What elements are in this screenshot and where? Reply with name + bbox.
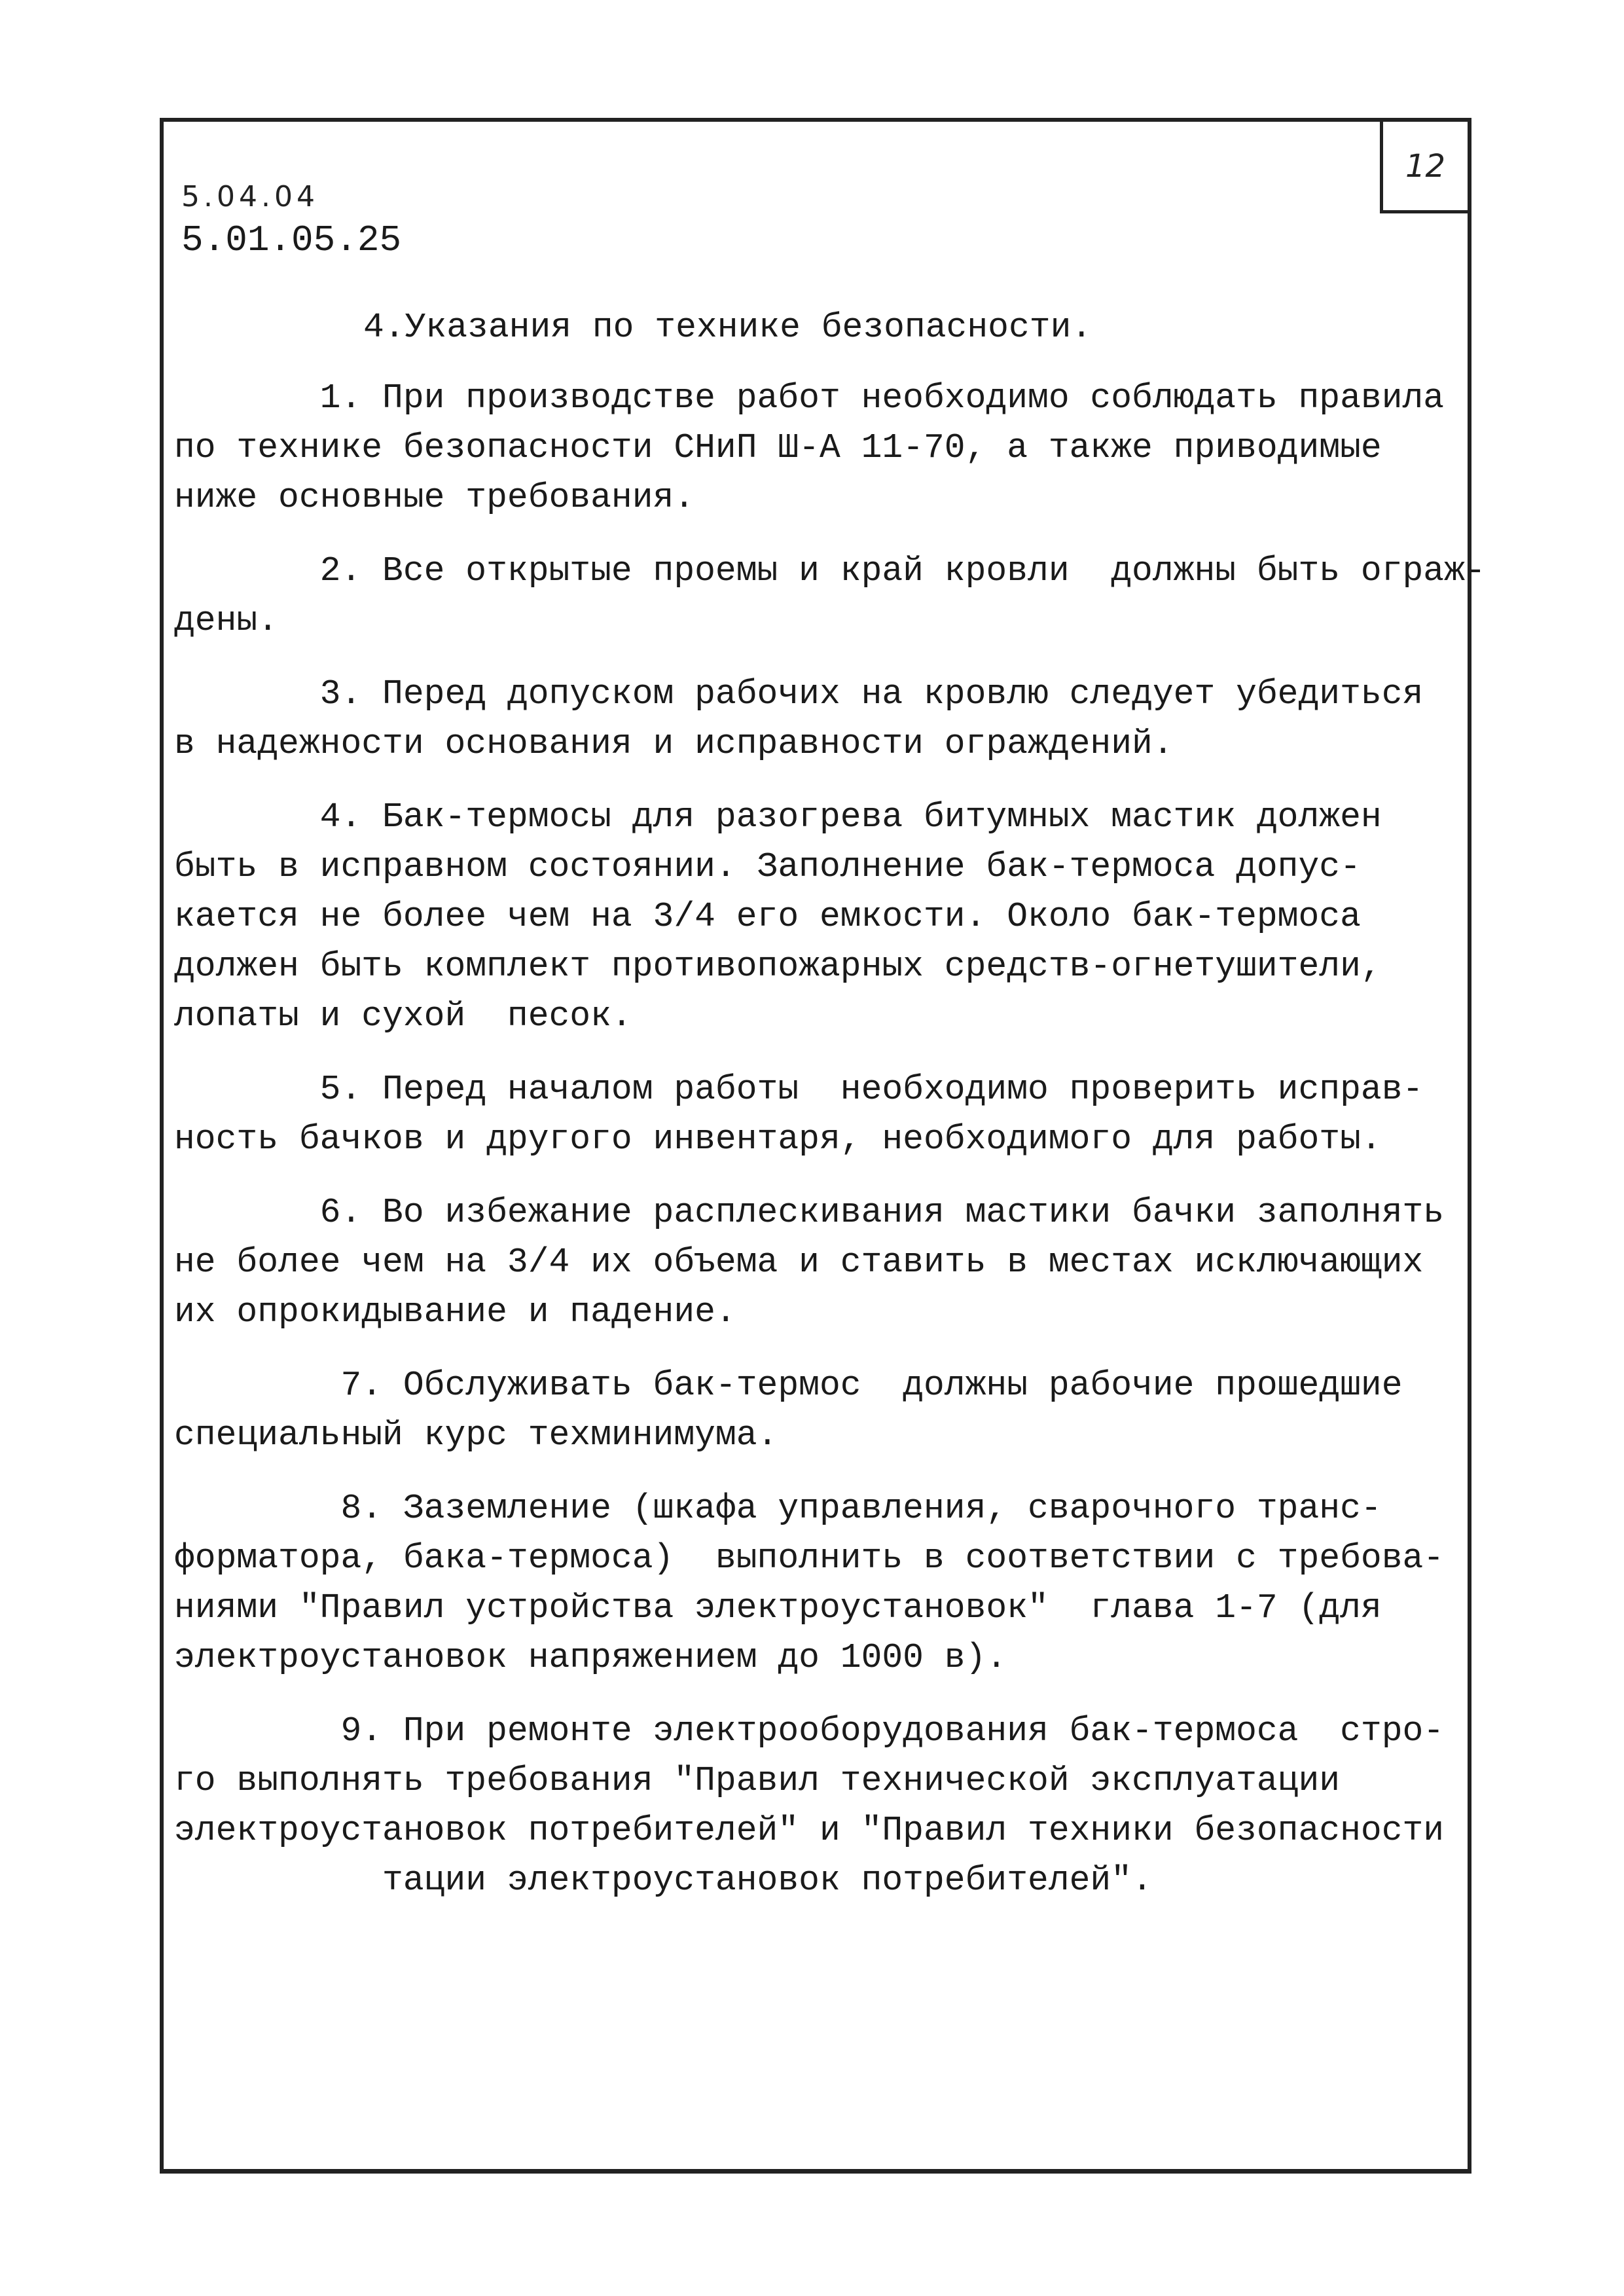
paragraph-line: 7. Обслуживать бак-термос должны рабочие прошедшие	[174, 1366, 1403, 1405]
paragraph-3	[174, 669, 1457, 769]
paragraph-line: 6. Во избежание расплескивания мастики бачки заполнять	[174, 1193, 1445, 1232]
paragraph-line: 3. Перед допуском рабочих на кровлю следует убедиться	[174, 674, 1424, 714]
paragraph-line: быть в исправном состоянии. Заполнение бак-термоса допус-	[174, 847, 1361, 886]
paragraph-4	[174, 792, 1457, 1041]
paragraph-line: форматора, бака-термоса) выполнить в соответствии с требова-	[174, 1539, 1445, 1578]
paragraph-line: 1. При производстве работ необходимо соблюдать правила	[174, 378, 1445, 418]
paragraph-line: электроустановок потребителей" и "Правил техники безопасности	[174, 1811, 1445, 1850]
paragraph-line: 4. Бак-термосы для разогрева битумных мастик должен	[174, 797, 1382, 837]
paragraph-line: должен быть комплект противопожарных средств-огнетушители,	[174, 947, 1382, 986]
paragraph-line: в надежности основания и исправности ограждений.	[174, 724, 1174, 763]
paragraph-line: ниже основные требования.	[174, 478, 695, 517]
paragraph-line: электроустановок напряжением до 1000 в).	[174, 1638, 1007, 1677]
paragraph-line: го выполнять требования "Правил технической эксплуатации	[174, 1761, 1341, 1800]
paragraph-line: лопаты и сухой песок.	[174, 996, 632, 1036]
paragraph-line: 2. Все открытые проемы и край кровли должны быть ограж-	[174, 551, 1486, 591]
body-text	[174, 373, 1486, 1929]
document-code-typed: 5.01.05.25	[181, 219, 402, 261]
paragraph-line: ниями "Правил устройства электроустановок" глава 1-7 (для	[174, 1588, 1382, 1628]
paragraph-line: не более чем на 3/4 их объема и ставить в местах исключающих	[174, 1243, 1424, 1282]
paragraph-line: 5. Перед началом работы необходимо проверить исправ-	[174, 1070, 1424, 1109]
paragraph-9	[174, 1706, 1457, 1905]
paragraph-5	[174, 1065, 1457, 1164]
paragraph-line: 9. При ремонте электрооборудования бак-термоса стро-	[174, 1711, 1445, 1751]
document-code-handwritten: 5.04.04	[181, 180, 319, 213]
paragraph-line: по технике безопасности СНиП Ш-А 11-70, а также приводимые	[174, 428, 1382, 467]
section-title: 4.Указания по технике безопасности.	[363, 308, 1092, 347]
paragraph-1	[174, 373, 1457, 522]
paragraph-6	[174, 1188, 1457, 1337]
paragraph-line: кается не более чем на 3/4 его емкости. Около бак-термоса	[174, 897, 1361, 936]
paragraph-line: дены.	[174, 601, 279, 640]
paragraph-line: 8. Заземление (шкафа управления, сварочного транс-	[174, 1489, 1382, 1528]
paragraph-line: ность бачков и другого инвентаря, необходимого для работы.	[174, 1120, 1382, 1159]
paragraph-7	[174, 1360, 1457, 1460]
paragraph-line: тации электроустановок потребителей".	[174, 1861, 1153, 1900]
paragraph-line: их опрокидывание и падение.	[174, 1292, 736, 1332]
page-number-text: 12	[1405, 147, 1446, 185]
paragraph-8	[174, 1484, 1457, 1683]
paragraph-2	[174, 546, 1486, 646]
page-number	[1380, 118, 1471, 213]
paragraph-line: специальный курс техминимума.	[174, 1415, 778, 1455]
